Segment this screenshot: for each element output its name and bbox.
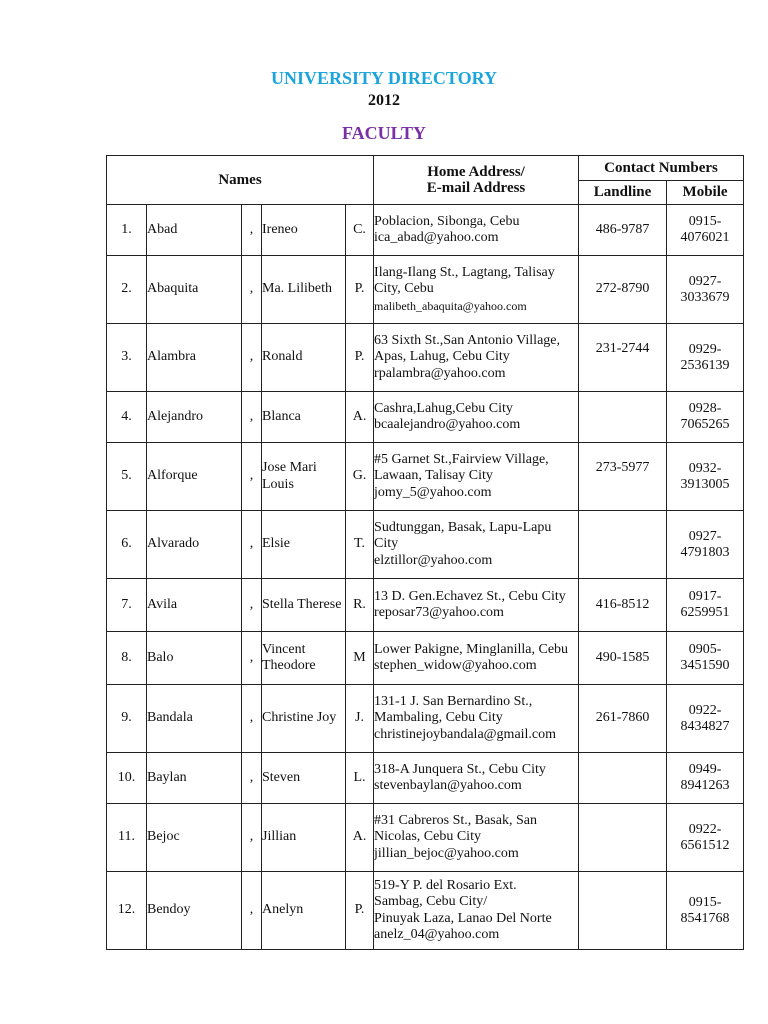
mobile-number-part: 2536139 — [680, 357, 730, 373]
address-line: Nicolas, Cebu City — [374, 829, 481, 845]
landline-cell: 261-7860 — [579, 685, 667, 753]
row-number: 1. — [107, 205, 147, 256]
mobile-cell — [667, 872, 744, 950]
address-cell — [374, 579, 579, 632]
middle-initial: C. — [346, 205, 374, 256]
address-cell — [374, 256, 579, 324]
address-cell — [374, 632, 579, 685]
middle-initial: P. — [346, 256, 374, 324]
email-line: stephen_widow@yahoo.com — [374, 658, 537, 673]
address-line: Pinuyak Laza, Lanao Del Norte — [374, 910, 552, 926]
table-row — [107, 804, 744, 872]
email-line: elztillor@yahoo.com — [374, 552, 493, 568]
table-row — [107, 632, 744, 685]
first-name: Stella Therese — [262, 579, 346, 632]
landline-cell — [579, 392, 667, 443]
table-row — [107, 205, 744, 256]
first-name: Christine Joy — [262, 685, 346, 753]
mobile-number-part: 0917- — [688, 589, 722, 604]
row-number: 2. — [107, 256, 147, 324]
middle-initial: G. — [346, 443, 374, 511]
last-name: Bendoy — [147, 872, 242, 950]
mobile-number-part: 0922- — [688, 702, 722, 718]
landline-cell: 272-8790 — [579, 256, 667, 324]
mobile-cell — [667, 685, 744, 753]
mobile-cell — [667, 443, 744, 511]
directory-title: UNIVERSITY DIRECTORY — [271, 68, 497, 88]
mobile-number-part: 0927- — [688, 528, 722, 544]
mobile-cell — [667, 392, 744, 443]
landline-cell — [579, 872, 667, 950]
last-name: Abad — [147, 205, 242, 256]
middle-initial: R. — [346, 579, 374, 632]
address-line: City, Cebu — [374, 281, 434, 297]
table-row — [107, 753, 744, 804]
last-name: Bandala — [147, 685, 242, 753]
landline-header: Landline — [579, 181, 667, 205]
address-line: Mambaling, Cebu City — [374, 710, 503, 726]
mobile-number-part: 0928- — [688, 401, 722, 416]
first-name: Vincent Theodore — [262, 632, 346, 685]
table-row — [107, 579, 744, 632]
name-separator: , — [242, 205, 262, 256]
mobile-cell — [667, 753, 744, 804]
name-separator: , — [242, 753, 262, 804]
row-number: 3. — [107, 324, 147, 392]
address-line: 63 Sixth St.,San Antonio Village, — [374, 332, 561, 348]
mobile-cell — [667, 804, 744, 872]
first-name: Jose Mari Louis — [262, 443, 346, 511]
mobile-cell — [667, 324, 744, 392]
landline-cell: 416-8512 — [579, 579, 667, 632]
landline-cell: 490-1585 — [579, 632, 667, 685]
mobile-number-part: 4076021 — [680, 230, 730, 245]
last-name: Alvarado — [147, 511, 242, 579]
row-number: 12. — [107, 872, 147, 950]
last-name: Abaquita — [147, 256, 242, 324]
address-header — [374, 156, 579, 205]
row-number: 7. — [107, 579, 147, 632]
mobile-number-part: 6259951 — [680, 605, 730, 620]
names-header: Names — [107, 156, 374, 205]
email-line: reposar73@yahoo.com — [374, 605, 504, 620]
address-line: City — [374, 536, 399, 552]
faculty-table — [106, 155, 744, 950]
directory-year: 2012 — [368, 92, 400, 109]
last-name: Alejandro — [147, 392, 242, 443]
landline-cell: 486-9787 — [579, 205, 667, 256]
address-line: Poblacion, Sibonga, Cebu — [374, 213, 520, 229]
mobile-number-part: 8434827 — [680, 718, 730, 734]
name-separator: , — [242, 685, 262, 753]
middle-initial: A. — [346, 392, 374, 443]
mobile-number-part: 0915- — [688, 894, 722, 910]
middle-initial: T. — [346, 511, 374, 579]
address-cell — [374, 872, 579, 950]
table-row — [107, 392, 744, 443]
email-line: stevenbaylan@yahoo.com — [374, 778, 522, 793]
row-number: 11. — [107, 804, 147, 872]
row-number: 6. — [107, 511, 147, 579]
address-line: Lower Pakigne, Minglanilla, Cebu — [374, 641, 569, 657]
address-cell — [374, 443, 579, 511]
name-separator: , — [242, 256, 262, 324]
row-number: 10. — [107, 753, 147, 804]
name-separator: , — [242, 632, 262, 685]
mobile-number-part: 0915- — [688, 214, 722, 229]
first-name: Ma. Lilibeth — [262, 256, 346, 324]
landline-cell — [579, 753, 667, 804]
last-name: Bejoc — [147, 804, 242, 872]
name-separator: , — [242, 443, 262, 511]
row-number: 8. — [107, 632, 147, 685]
address-cell — [374, 205, 579, 256]
email-line: christinejoybandala@gmail.com — [374, 726, 557, 742]
contact-header: Contact Numbers — [579, 156, 744, 181]
middle-initial: L. — [346, 753, 374, 804]
address-cell — [374, 753, 579, 804]
table-row — [107, 443, 744, 511]
landline-cell: 273-5977 — [579, 443, 667, 511]
mobile-number-part: 3913005 — [680, 476, 730, 492]
address-cell — [374, 685, 579, 753]
email-line: anelz_04@yahoo.com — [374, 927, 500, 942]
mobile-cell — [667, 632, 744, 685]
email-line: bcaalejandro@yahoo.com — [374, 417, 521, 432]
mobile-number-part: 6561512 — [680, 837, 730, 853]
address-line: 318-A Junquera St., Cebu City — [374, 761, 546, 777]
mobile-cell — [667, 579, 744, 632]
table-row — [107, 511, 744, 579]
address-line: Lawaan, Talisay City — [374, 468, 493, 484]
row-number: 4. — [107, 392, 147, 443]
mobile-cell — [667, 256, 744, 324]
landline-cell — [579, 511, 667, 579]
section-title: FACULTY — [341, 123, 426, 143]
name-separator: , — [242, 392, 262, 443]
first-name: Elsie — [262, 511, 346, 579]
mobile-number-part: 3451590 — [680, 658, 730, 673]
email-line: jomy_5@yahoo.com — [374, 484, 492, 500]
table-row — [107, 256, 744, 324]
address-line: 13 D. Gen.Echavez St., Cebu City — [374, 588, 566, 604]
address-line: Sambag, Cebu City/ — [374, 894, 488, 909]
last-name: Avila — [147, 579, 242, 632]
mobile-number-part: 0922- — [688, 821, 722, 837]
first-name: Ireneo — [262, 205, 346, 256]
mobile-number-part: 3033679 — [680, 289, 730, 305]
row-number: 5. — [107, 443, 147, 511]
name-separator: , — [242, 579, 262, 632]
mobile-number-part: 0932- — [688, 460, 722, 476]
first-name: Blanca — [262, 392, 346, 443]
table-row — [107, 685, 744, 753]
address-line: Ilang-Ilang St., Lagtang, Talisay — [374, 264, 555, 280]
email-line: rpalambra@yahoo.com — [374, 365, 506, 381]
last-name: Balo — [147, 632, 242, 685]
address-line: #31 Cabreros St., Basak, San — [374, 812, 537, 828]
row-number: 9. — [107, 685, 147, 753]
last-name: Alambra — [147, 324, 242, 392]
table-row — [107, 872, 744, 950]
mobile-number-part: 8941263 — [680, 778, 730, 793]
email-line: jillian_bejoc@yahoo.com — [374, 845, 519, 861]
address-cell — [374, 324, 579, 392]
middle-initial: M — [346, 632, 374, 685]
first-name: Jillian — [262, 804, 346, 872]
mobile-number-part: 4791803 — [680, 544, 730, 560]
last-name: Baylan — [147, 753, 242, 804]
mobile-cell — [667, 205, 744, 256]
table-row — [107, 324, 744, 392]
last-name: Alforque — [147, 443, 242, 511]
address-cell — [374, 392, 579, 443]
first-name: Ronald — [262, 324, 346, 392]
address-cell — [374, 804, 579, 872]
address-header-line1: Home Address/ — [427, 163, 525, 180]
address-cell — [374, 511, 579, 579]
address-header-line2: E-mail Address — [426, 180, 526, 196]
name-separator: , — [242, 324, 262, 392]
landline-cell — [579, 804, 667, 872]
landline-cell: 231-2744 — [579, 324, 667, 392]
mobile-header: Mobile — [667, 181, 744, 205]
mobile-number-part: 0927- — [688, 273, 722, 289]
email-line: ica_abad@yahoo.com — [374, 230, 499, 245]
address-line: Apas, Lahug, Cebu City — [374, 349, 510, 365]
address-line: #5 Garnet St.,Fairview Village, — [374, 451, 549, 467]
mobile-number-part: 0929- — [688, 341, 722, 357]
mobile-cell — [667, 511, 744, 579]
name-separator: , — [242, 511, 262, 579]
middle-initial: J. — [346, 685, 374, 753]
mobile-number-part: 0905- — [688, 642, 722, 657]
email-line: malibeth_abaquita@yahoo.com — [374, 298, 527, 313]
middle-initial: A. — [346, 804, 374, 872]
name-separator: , — [242, 804, 262, 872]
address-line: Sudtunggan, Basak, Lapu-Lapu — [374, 519, 552, 535]
middle-initial: P. — [346, 324, 374, 392]
name-separator: , — [242, 872, 262, 950]
first-name: Steven — [262, 753, 346, 804]
mobile-number-part: 8541768 — [680, 910, 730, 926]
mobile-number-part: 7065265 — [680, 417, 730, 432]
address-line: 131-1 J. San Bernardino St., — [374, 693, 533, 709]
first-name: Anelyn — [262, 872, 346, 950]
mobile-number-part: 0949- — [688, 762, 722, 777]
address-line: 519-Y P. del Rosario Ext. — [374, 877, 517, 893]
middle-initial: P. — [346, 872, 374, 950]
address-line: Cashra,Lahug,Cebu City — [374, 400, 513, 416]
